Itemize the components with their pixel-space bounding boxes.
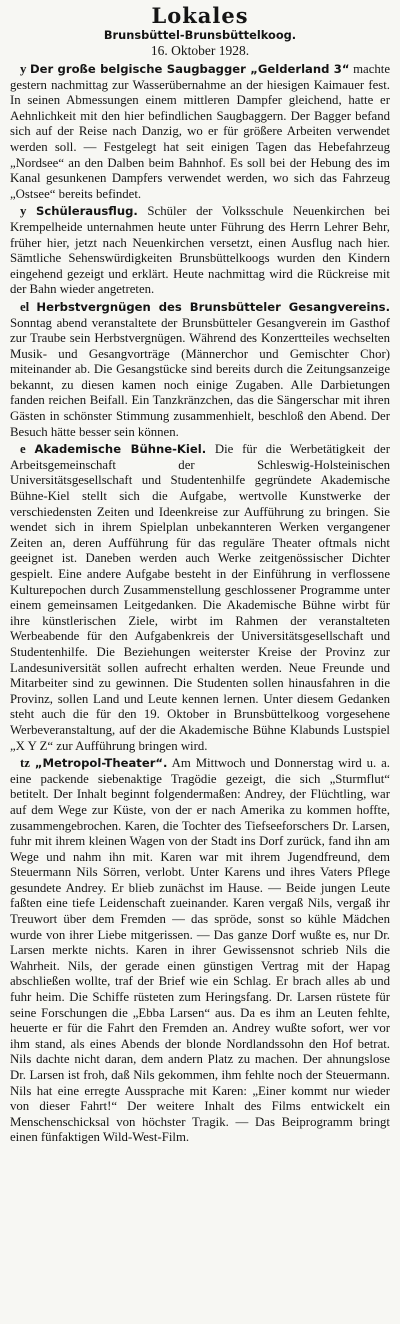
article-headline: Herbstvergnügen des Brunsbütteler Gesangvereins. (36, 299, 390, 314)
article-akademische-buehne (10, 442, 390, 754)
issue-date: 16. Oktober 1928. (150, 43, 250, 58)
author-marker: y (20, 62, 27, 76)
article-gesangverein (10, 300, 390, 440)
article-body: machte gestern nachmittag zur Wasserübernahme an der hiesigen Kaimauer fest. In seinen Abmessungen einem mittleren Dampfer gleichend, hatte er Aehnlichkeit mit den hier befindlichen Saugbaggern. Der Bagger befand sich auf der Reise nach Danzig, wo er für größere Arbeiten verwendet werden soll. — Festgelegt hat seit einigen Tagen das Hebefahrzeug „Nordsee“ an den Dalben beim Bahnhof. Es soll bei der Hebung des im Kanal gesunkenen Dampfers verwendet werden, wo sich das Fahrzeug „Ostsee“ bereits befindet. (10, 62, 391, 201)
author-marker: e (20, 442, 26, 457)
article-body: Schüler der Volksschule Neuenkirchen bei Krempelheide unternahmen heute unter Führung des Herrn Lehrer Behr, früher hier, jetzt nach Neuenkirchen versetzt, einen Ausflug nach hier. Sämtliche Sehenswürdigkeiten Brunsbüttelkoogs wurden den Kindern eingehend gezeigt und erklärt. Heute nachmittag wird die Rückreise mit der Bahn wieder angetreten. (10, 204, 390, 297)
article-headline: „Metropol-Theater“. (34, 756, 168, 771)
article-metropol-theater (10, 756, 390, 1146)
article-headline: Der große belgische Saugbagger „Gelderland 3“ (29, 62, 350, 76)
article-headline: Akademische Bühne-Kiel. (34, 442, 207, 457)
author-marker: y (20, 204, 27, 219)
article-headline: Schülerausflug. (36, 204, 138, 219)
article-body: Die für die Werbetätigkeit der Arbeitsgemeinschaft der Schleswig-Holsteinischen Universitätsgesellschaft und Studentenhilfe gegründete Akademische Bühne-Kiel stellt sich die Aufgabe, wertvolle Kunstwerke der verschiedensten Zeiten und Ideenkreise zur Aufführung zu bringen. Sie wendet sich in ihrem Spielplan unbekannteren Werken vergangener Zeiten an, deren Aufführung für das reguläre Theater oftmals nicht geeignet ist. Daneben werden auch Werke zeitgenössischer Dichter gespielt. Eine andere Aufgabe besteht in der Einführung in verflossene Kulturepochen durch Zusammenstellung geschlossener Programme unter einem gemeinsamen Leitgedanken. Die Akademische Bühne wirbt für ihre künstlerischen Ziele, wirbt im Rahmen der veranstalteten Werbeabende für den Aufgabenkreis der Universitätsgesellschaft und Studentenhilfe. Die Beziehungen weiterster Kreise der Provinz zur Landesuniversität sollen aufrecht erhalten werden. Neue Freunde und Mitarbeiter sind zu gewinnen. Die Studenten sollen hinausfahren in die Provinz, sollen Land und Leute kennen lernen. Unter diesem Gedanken steht auch die für den 19. Oktober in Brunsbüttelkoog vorgesehene Werbeveranstaltung, auf der die Akademische Bühne Klabunds Lustspiel „X Y Z“ zur Aufführung bringen wird. (10, 442, 390, 753)
article-saugbagger (10, 62, 390, 202)
dateline: Brunsbüttel-Brunsbüttelkoog. (103, 28, 297, 42)
article-schuelerausflug (10, 204, 390, 298)
section-title: Lokales (151, 3, 249, 28)
article-body: Am Mittwoch und Donnerstag wird u. a. eine packende siebenaktige Tragödie gezeigt, die sich „Sturmflut“ betitelt. Der Inhalt beginnt folgendermaßen: Andrey, der Flüchtling, war auf dem Wege zur Küste, von der er nach Amerika zu kommen hoffte, zusammengebrochen. Karen, die Tochter des Tiefseeforschers Dr. Larsen, fuhr mit ihrem kleinen Wagen von der Stadt ins Dorf zurück, fand ihn am Wege und nahm ihn mit. Karen war mit ihrem Jugendfreund, dem Steuermann Nils Sörren, verlobt. Unter Karens und ihres Vaters Pflege gesundete Andrey. Er blieb zunächst im Hause. — Beide jungen Leute faßten eine tiefe Leidenschaft zueinander. Karen vergaß Nils, vergaß ihr Treuwort über dem Fremden — das spröde, sonst so kühle Mädchen wurde von ihrer Liebe mitgerissen. — Das ganze Dorf wußte es, nur Dr. Larsen merkte nichts. Karen in ihrer Gewissensnot schrieb Nils die Wahrheit. Nils, der gerade einen günstigen Vertrag mit der Hapag abschließen wollte, traf der Brief wie ein Schlag. Er brach alles ab und fuhr heim. Die Schiffe rüsteten zum Heringsfang. Dr. Larsen rüstete für seine Forschungen die „Ebba Larsen“ aus. Da es ihm an Leuten fehlte, heuerte er für die Fahrt den Fremden an. Andrey wußte sofort, wer vor ihm stand, als eines Abends der blonde Nordlandssohn den Hof betrat. Nils dachte nicht daran, dem andern Platz zu machen. Der ahnungslose Dr. Larsen ist froh, daß Nils gekommen, ihm fehlte noch der Steuermann. Nils hat eine erregte Aussprache mit Karen: „Einer kommt nur wieder von dieser Fahrt!“ Der weitere Inhalt des Films entwickelt ein Menschenschicksal von höchster Tragik. — Das Beiprogramm bringt einen fünfaktigen Wild-West-Film. (10, 756, 391, 1145)
author-marker: el (20, 299, 30, 314)
article-body: Sonntag abend veranstaltete der Brunsbütteler Gesangverein im Gasthof zur Traube sein Herbstvergnügen. Während des Konzertteiles wechselten Musik- und Gesangvorträge (Männerchor und Gemischter Chor) miteinander ab. Die Gesangstücke sind bereits durch die Zeitungsanzeige bekannt, zu diesen kamen noch einige Zugaben. Alle Darbietungen fanden reichen Beifall. Ein Tanzkränzchen, das die Sängerschar mit ihren Gästen in schönster Stimmung zusammenhielt, beschloß den Abend. Der Besuch hätte besser sein können. (10, 315, 390, 439)
author-marker: tz (20, 756, 30, 771)
